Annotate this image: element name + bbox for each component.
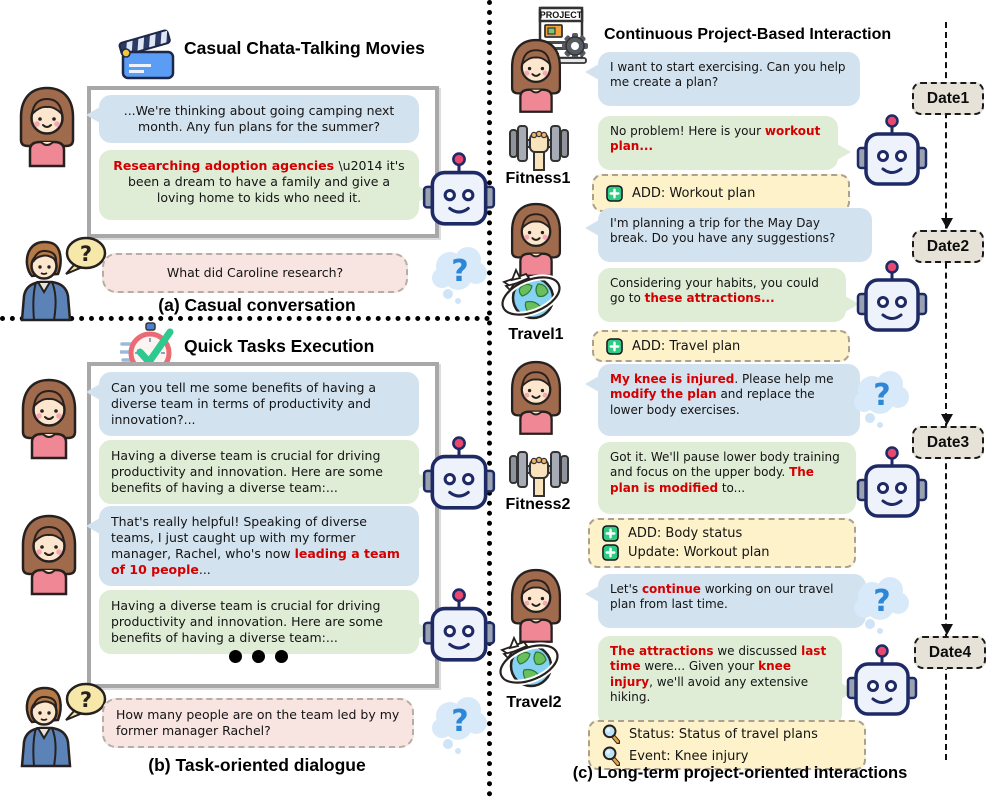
- thought-cloud-icon: [850, 364, 914, 430]
- assistant-message-bubble: Considering your habits, you could go to these attractions...: [598, 268, 846, 322]
- globe-travel-icon: [496, 634, 562, 694]
- user-message-bubble: I want to start exercising. Can you help me create a plan?: [598, 52, 860, 106]
- assistant-message-bubble: Researching adoption agencies \u2014 it's been a dream to have a family and give a loving home to kids who need it.: [99, 150, 419, 220]
- probe-question-bubble: What did Caroline research?: [102, 253, 408, 293]
- memory-action-box: [588, 518, 856, 568]
- assistant-message-bubble: Having a diverse team is crucial for driving productivity and innovation. Here are some benefits of having a diverse team:...: [99, 590, 419, 654]
- date-badge: Date1: [912, 82, 984, 115]
- action-label: ADD: Travel plan: [632, 338, 741, 354]
- action-label: ADD: Body status: [628, 526, 743, 541]
- date-badge: Date2: [912, 230, 984, 263]
- assistant-message-bubble: No problem! Here is your workout plan...: [598, 116, 838, 170]
- plus-icon: [606, 185, 623, 202]
- magnifier-icon: [602, 724, 620, 744]
- assistant-robot-icon: [856, 258, 928, 338]
- woman-avatar-icon: [502, 566, 570, 644]
- panel-a-caption: (a) Casual conversation: [158, 295, 356, 315]
- woman-avatar-icon: [12, 512, 86, 596]
- project-label-travel1: Travel1: [508, 326, 564, 343]
- panel-c-caption: (c) Long-term project-oriented interactions: [572, 764, 908, 782]
- assistant-robot-icon: [422, 434, 496, 516]
- assistant-message-bubble: The attractions we discussed last time were... Given your knee injury, we'll avoid any extensive hiking.: [598, 636, 842, 726]
- timeline-arrow-icon: [941, 624, 953, 635]
- timeline-arrow-icon: [941, 414, 953, 425]
- plus-icon: [602, 525, 619, 542]
- plus-icon: [602, 544, 619, 561]
- project-label-fitness1: Fitness1: [505, 170, 571, 187]
- panel-b-caption: (b) Task-oriented dialogue: [148, 755, 366, 775]
- dumbbell-icon: [508, 118, 570, 172]
- assistant-robot-icon: [422, 586, 496, 668]
- user-message-bubble: Let's continue working on our travel plan from last time.: [598, 574, 866, 628]
- clapperboard-icon: [118, 26, 178, 84]
- timeline-arrow-icon: [941, 218, 953, 229]
- date-badge: Date3: [912, 426, 984, 459]
- woman-avatar-icon: [10, 84, 84, 168]
- woman-avatar-icon: [12, 376, 86, 460]
- svg-text:?: ?: [79, 688, 93, 712]
- globe-travel-icon: [498, 266, 564, 326]
- action-label: ADD: Workout plan: [632, 185, 756, 201]
- assistant-robot-icon: [856, 112, 928, 192]
- assistant-robot-icon: [422, 150, 496, 232]
- project-label-travel2: Travel2: [506, 694, 562, 711]
- svg-text:?: ?: [79, 242, 93, 266]
- svg-text:?: ?: [873, 584, 891, 619]
- svg-text:PROJECT: PROJECT: [539, 10, 583, 20]
- project-label-fitness2: Fitness2: [505, 496, 571, 513]
- assistant-robot-icon: [856, 444, 928, 524]
- memory-action-box: [588, 720, 866, 770]
- thought-cloud-icon: [428, 240, 492, 306]
- panel-a-title: Casual Chata-Talking Movies: [184, 38, 425, 58]
- user-message-bubble: That's really helpful! Speaking of diverse teams, I just caught up with my former manager, Rachel, who's now leading a team of 10 people...: [99, 506, 419, 586]
- assistant-message-bubble: Got it. We'll pause lower body training and focus on the upper body. The plan is modified to...: [598, 442, 856, 514]
- date-badge: Date4: [914, 636, 986, 669]
- probe-question-bubble: How many people are on the team led by my former manager Rachel?: [102, 698, 414, 748]
- user-message-bubble: ...We're thinking about going camping next month. Any fun plans for the summer?: [99, 95, 419, 143]
- panel-b-title: Quick Tasks Execution: [184, 336, 375, 356]
- action-label: Update: Workout plan: [628, 545, 770, 560]
- vertical-dotted-divider: [487, 0, 492, 797]
- svg-text:?: ?: [873, 378, 891, 413]
- dumbbell-icon: [508, 444, 570, 498]
- thought-cloud-icon: [850, 570, 914, 636]
- svg-text:?: ?: [451, 704, 469, 739]
- user-message-bubble: My knee is injured. Please help me modify the plan and replace the lower body exercises.: [598, 364, 860, 436]
- assistant-message-bubble: Having a diverse team is crucial for driving productivity and innovation. Here are some benefits of having a diverse team:...: [99, 440, 419, 504]
- user-message-bubble: I'm planning a trip for the May Day break. Do you have any suggestions?: [598, 208, 872, 262]
- woman-avatar-icon: [502, 358, 570, 436]
- magnifier-icon: [602, 746, 620, 766]
- memory-action-box: [592, 330, 850, 362]
- woman-avatar-icon: [502, 36, 570, 114]
- plus-icon: [606, 338, 623, 355]
- svg-text:?: ?: [451, 254, 469, 289]
- action-label: Status: Status of travel plans: [629, 726, 818, 742]
- panel-c-title: Continuous Project-Based Interaction: [604, 26, 892, 43]
- action-label: Event: Knee injury: [629, 748, 749, 764]
- memory-action-box: [592, 174, 850, 212]
- user-message-bubble: Can you tell me some benefits of having a diverse team in terms of productivity and innovation?...: [99, 372, 419, 436]
- assistant-robot-icon: [846, 642, 918, 722]
